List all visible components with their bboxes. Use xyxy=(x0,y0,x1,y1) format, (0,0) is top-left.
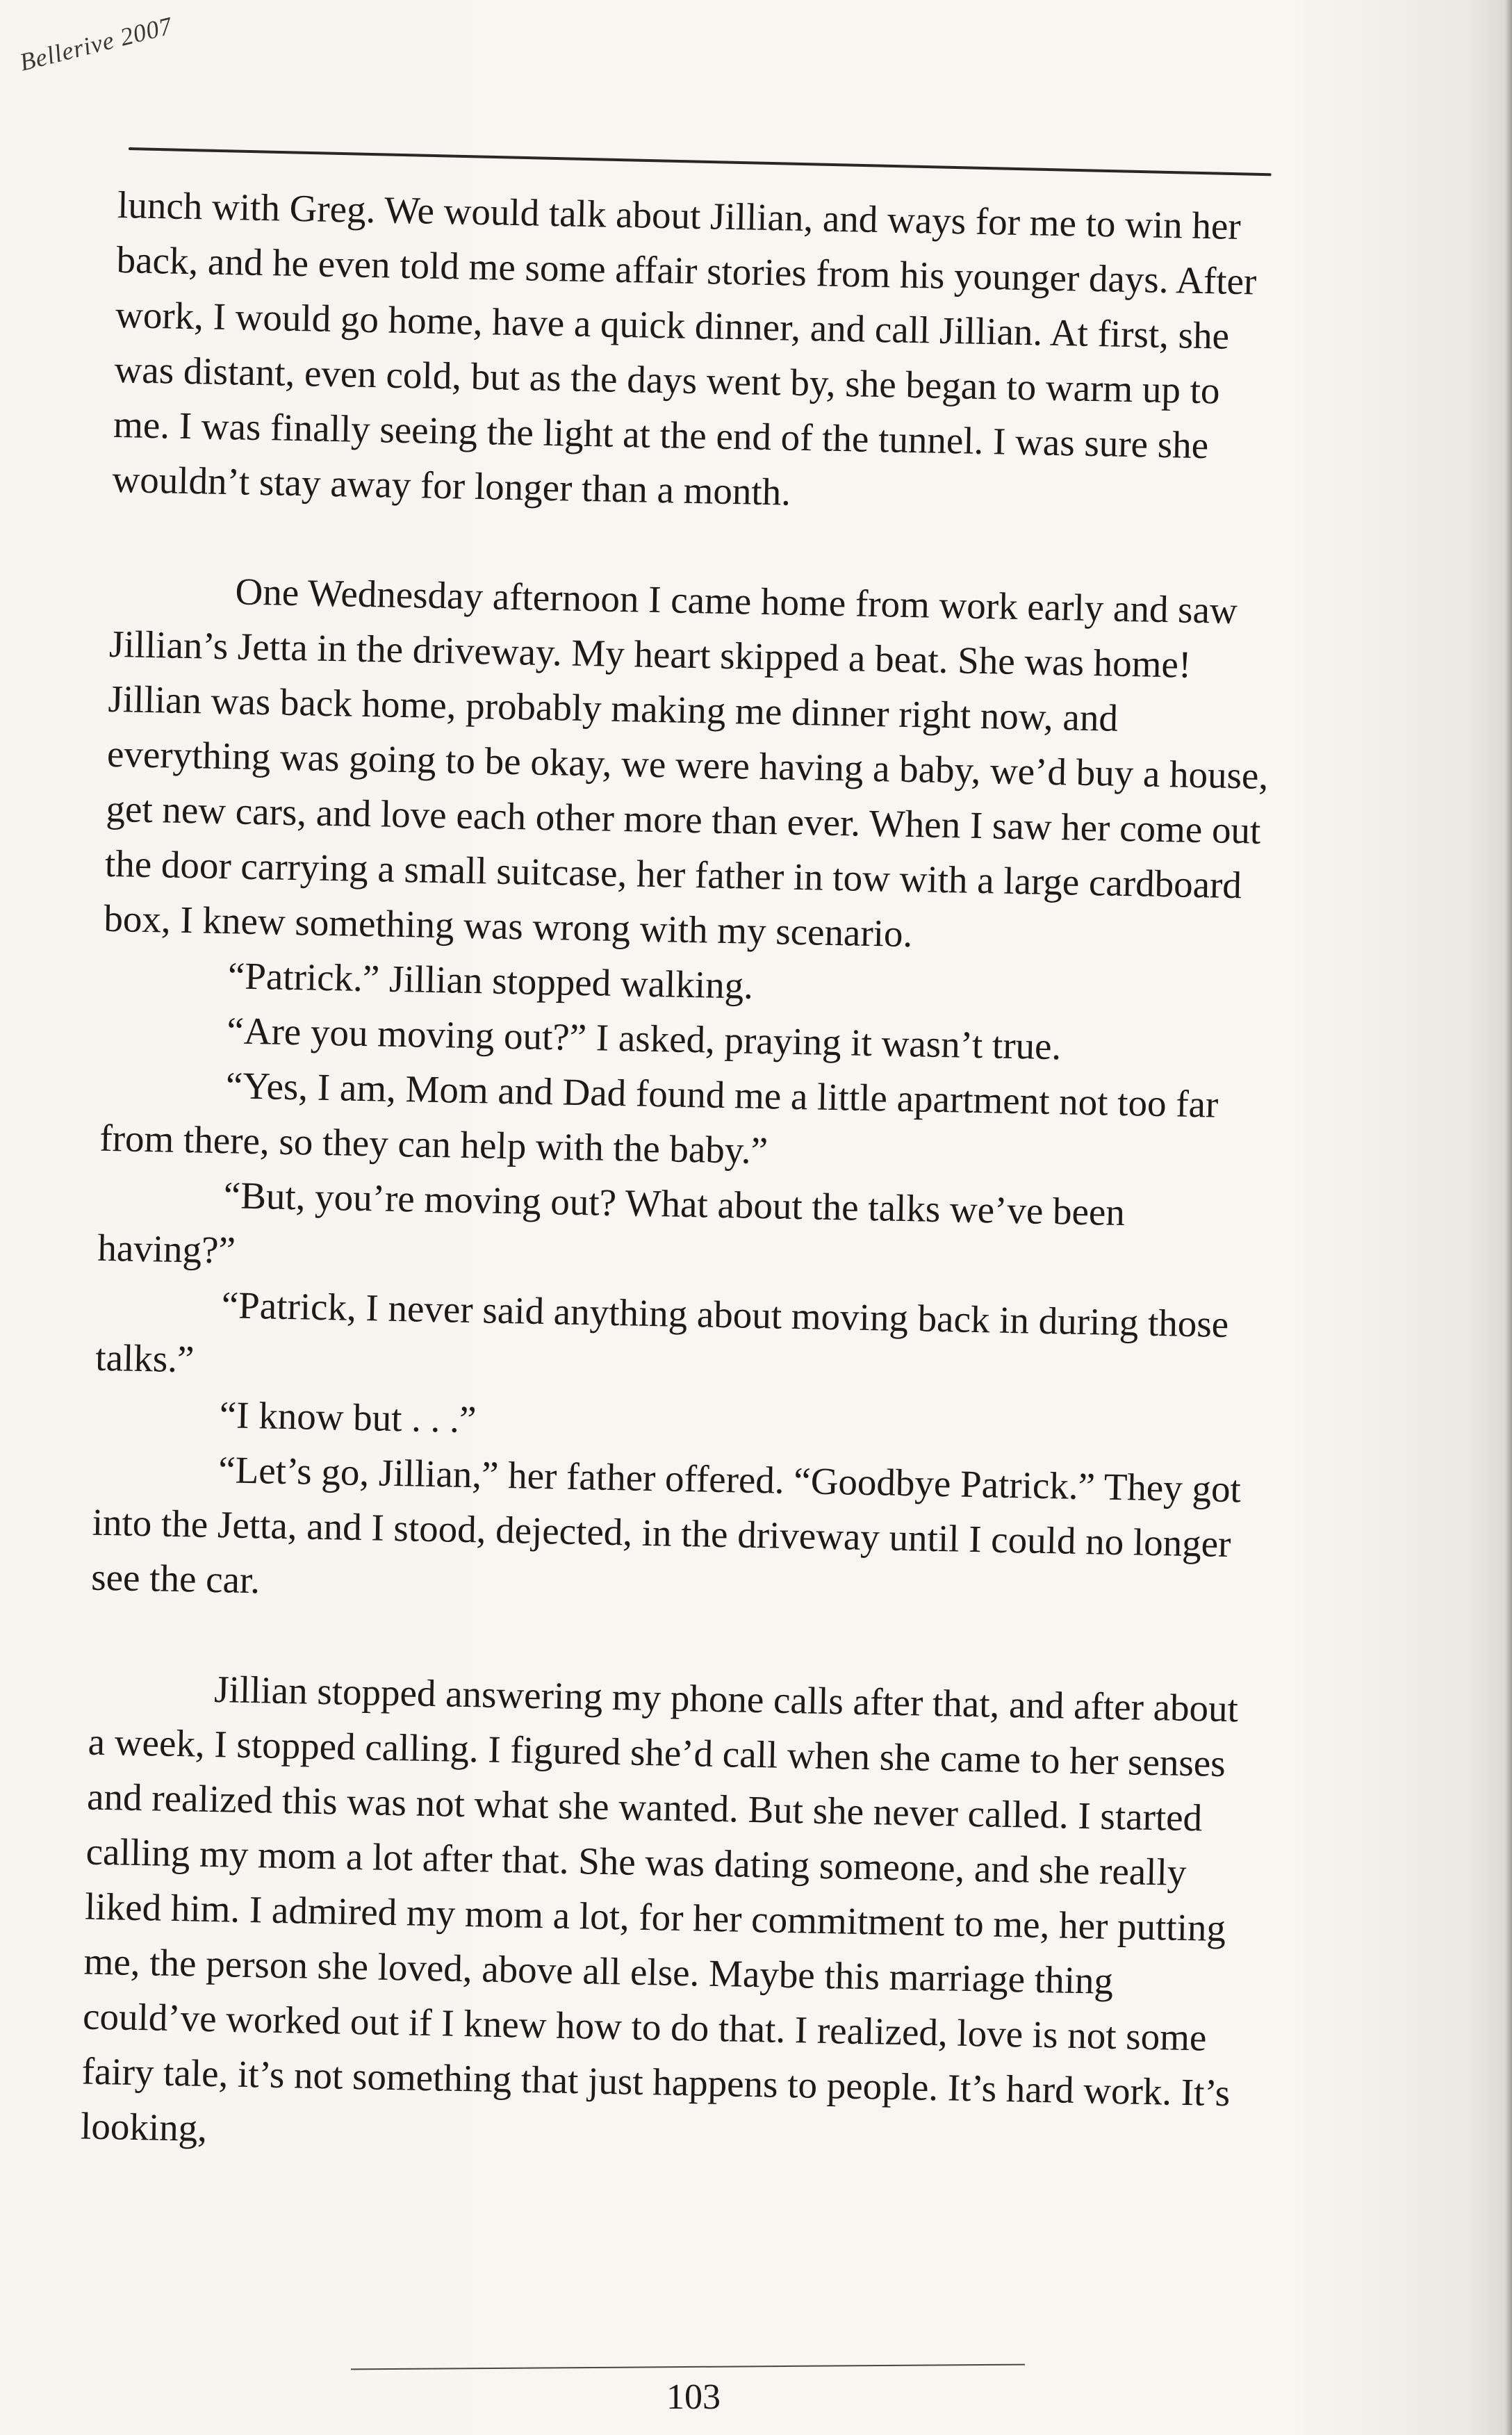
dialogue-line: “Are you moving out?” I asked, praying it wasn’t true. xyxy=(226,1009,1062,1068)
dialogue-line: “Patrick, I never said anything about moving back in during those talks.” xyxy=(94,1284,1229,1381)
top-rule xyxy=(129,147,1272,176)
dialogue-line: “Patrick.” Jillian stopped walking. xyxy=(227,954,754,1007)
dialogue-line: “Yes, I am, Mom and Dad found me a little apartment not too far from there, so they can help with the baby.” xyxy=(99,1064,1219,1172)
paragraph: Jillian stopped answering my phone calls after that, and after about a week, I stopped calling. I figured she’d call when she came to her senses and realized this was not what she wanted. But she never called. I started calling my mom a lot after that. She was dating someone, and she really liked him. I admired my mom a lot, for her commitment to me, her putting me, the person she loved, above all else. Maybe this marriage thing could’ve worked out if I knew how to do that. I realized, love is not some fairy tale, it’s not something that just happens to people. It’s hard work. It’s looking, xyxy=(80,1668,1239,2149)
page-number: 103 xyxy=(666,2377,721,2417)
dialogue-line: “But, you’re moving out? What about the talks we’ve been having?” xyxy=(97,1174,1126,1272)
paragraph: One Wednesday afternoon I came home from work early and saw Jillian’s Jetta in the driveway. My heart skipped a beat. She was home! Jillian was back home, probably making me dinner right now, and everything was going to be okay, we were having a baby, we’d buy a house, get new cars, and love each other more than ever. When I saw her come out the door carrying a small suitcase, her father in tow with a large cardboard box, I knew something was wrong with my scenario. xyxy=(103,570,1269,956)
page-edge-shadow xyxy=(1505,0,1512,2435)
body-text xyxy=(80,177,1285,2176)
running-head: Bellerive 2007 xyxy=(17,11,176,76)
bottom-rule xyxy=(351,2364,1025,2370)
dialogue-line: “Let’s go, Jillian,” her father offered. “Goodbye Patrick.” They got into the Jetta, and I stood, dejected, in the driveway until I could no longer see the car. xyxy=(90,1448,1242,1602)
dialogue-line: “I know but . . .” xyxy=(219,1393,477,1441)
paragraph: lunch with Greg. We would talk about Jillian, and ways for me to win her back, and he even told me some affair stories from his younger days. After work, I would go home, have a quick dinner, and call Jillian. At first, she was distant, even cold, but as the days went by, she began to warm up to me. I was finally seeing the light at the end of the tunnel. I was sure she wouldn’t stay away for longer than a month. xyxy=(112,183,1257,514)
